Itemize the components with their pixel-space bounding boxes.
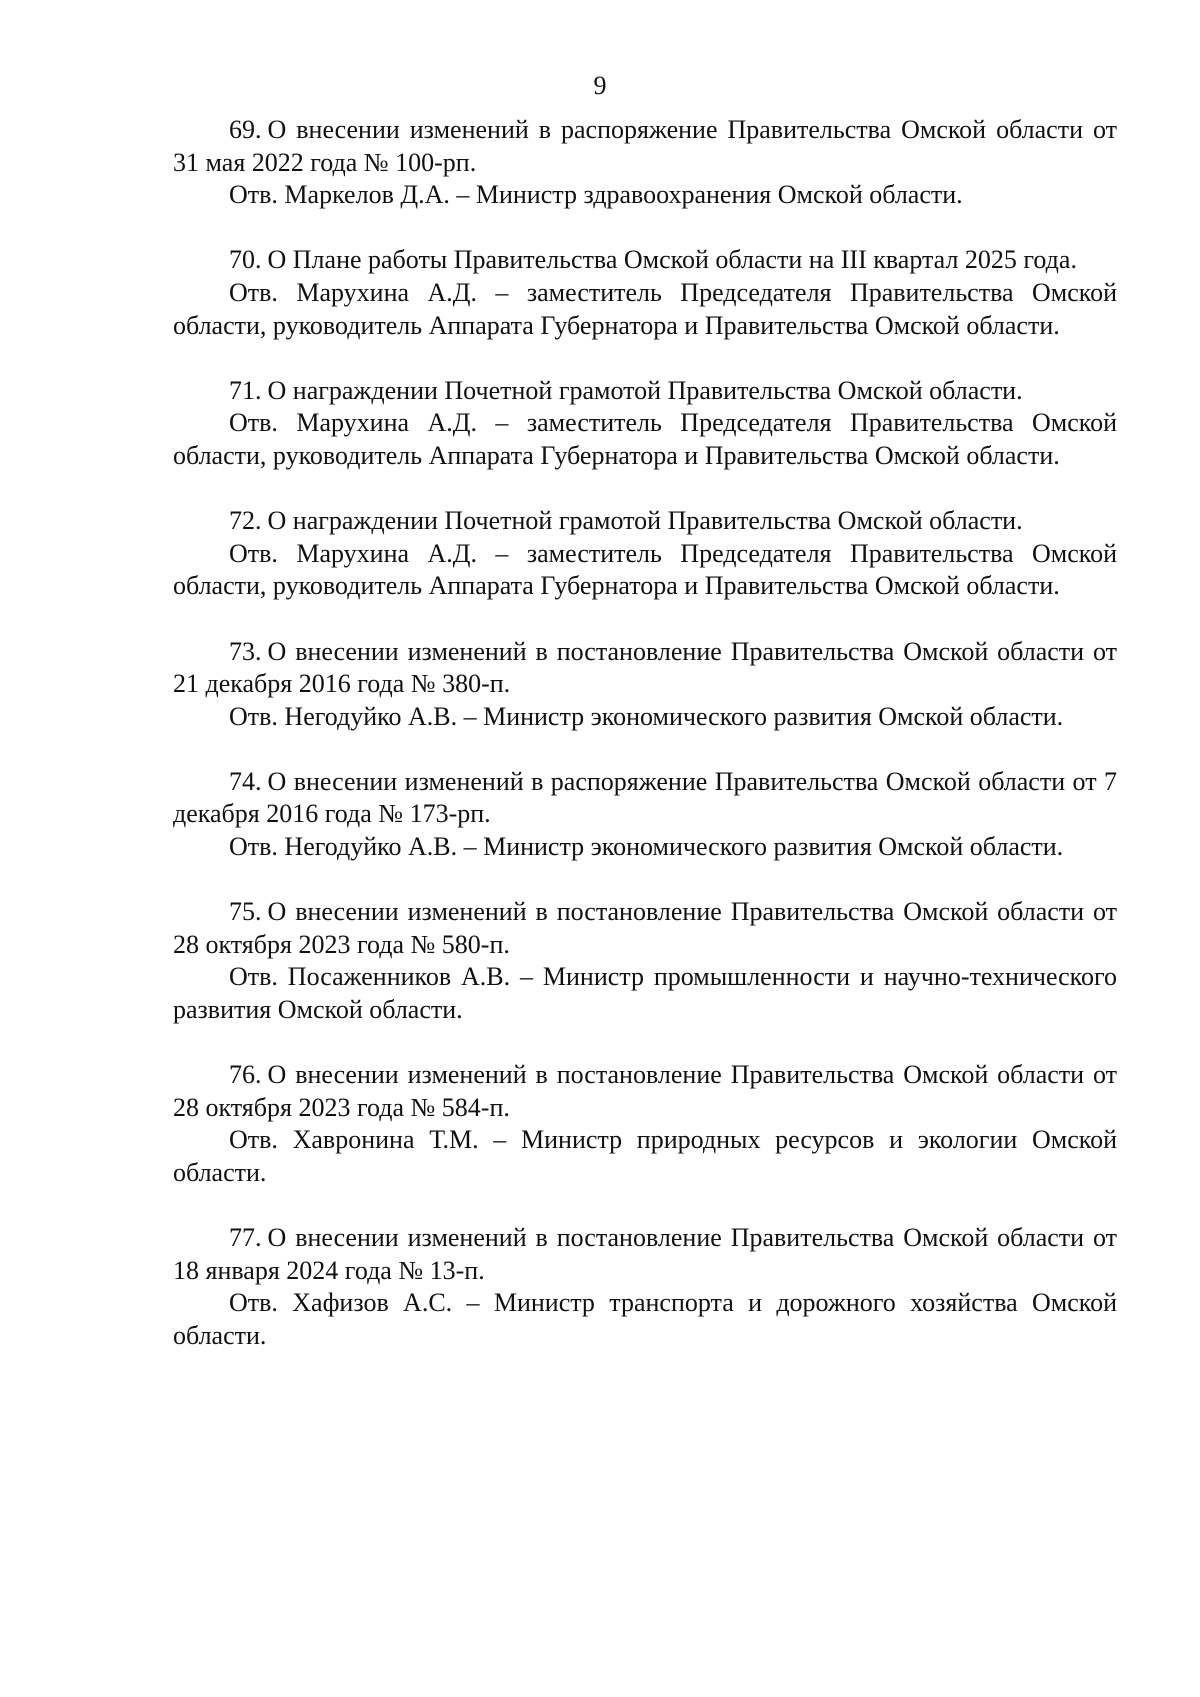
item-number: 77.: [229, 1223, 262, 1253]
responsible-person: Отв. Негодуйко А.В. – Министр экономического развития Омской области.: [229, 701, 1064, 731]
responsible-person: Отв. Хафизов А.С. – Министр транспорта и дорожного хозяйства Омской области.: [173, 1288, 1117, 1350]
responsible-person: Отв. Негодуйко А.В. – Министр экономического развития Омской области.: [229, 832, 1064, 862]
responsible-person: Отв. Марухина А.Д. – заместитель Председателя Правительства Омской области, руководитель Аппарата Губернатора и Правительства Омской области.: [173, 277, 1117, 340]
item-title-text: О награждении Почетной грамотой Правительства Омской области.: [267, 375, 1023, 405]
item-number: 76.: [229, 1060, 262, 1090]
agenda-item-title: [173, 375, 1117, 408]
item-title-text: О Плане работы Правительства Омской области на III квартал 2025 года.: [267, 245, 1077, 275]
responsible-person: Отв. Посаженников А.В. – Министр промышленности и научно-технического развития Омской области.: [173, 962, 1117, 1025]
agenda-list: [173, 114, 1117, 1385]
responsible-person: Отв. Хавронина Т.М. – Министр природных ресурсов и экологии Омской области.: [173, 1125, 1117, 1187]
item-number: 72.: [229, 506, 262, 536]
item-title-text: О внесении изменений в постановление Правительства Омской области от 28 октября 2023 года № 580-п.: [173, 897, 1117, 959]
agenda-item-title: [173, 636, 1117, 701]
item-title-text: О внесении изменений в постановление Правительства Омской области от 28 октября 2023 года № 584-п.: [173, 1060, 1117, 1122]
item-title-text: О внесении изменений в распоряжение Правительства Омской области от 7 декабря 2016 года № 173-рп.: [173, 766, 1117, 829]
agenda-item-title: [173, 1059, 1117, 1124]
responsible-person: Отв. Марухина А.Д. – заместитель Председателя Правительства Омской области, руководитель Аппарата Губернатора и Правительства Омской области.: [173, 538, 1117, 601]
agenda-item-title: [173, 244, 1117, 277]
item-title-text: О внесении изменений в постановление Правительства Омской области от 21 декабря 2016 года № 380-п.: [173, 636, 1117, 699]
agenda-item-title: [173, 896, 1117, 961]
item-number: 73.: [229, 636, 262, 666]
agenda-item-70: [173, 244, 1117, 342]
item-title-text: О внесении изменений в распоряжение Правительства Омской области от 31 мая 2022 года № 100-рп.: [173, 115, 1117, 177]
agenda-item-77: [173, 1222, 1117, 1352]
item-title-text: О награждении Почетной грамотой Правительства Омской области.: [267, 506, 1023, 536]
item-number: 74.: [229, 766, 262, 796]
item-number: 75.: [229, 897, 262, 927]
responsible-person: Отв. Марухина А.Д. – заместитель Председателя Правительства Омской области, руководитель Аппарата Губернатора и Правительства Омской области.: [173, 408, 1117, 470]
agenda-item-title: [173, 1222, 1117, 1287]
item-title-text: О внесении изменений в постановление Правительства Омской области от 18 января 2024 года № 13-п.: [173, 1223, 1117, 1285]
agenda-item-title: [173, 114, 1117, 179]
agenda-item-76: [173, 1059, 1117, 1189]
agenda-item-74: [173, 766, 1117, 864]
responsible-person: Отв. Маркелов Д.А. – Министр здравоохранения Омской области.: [229, 180, 963, 210]
item-number: 70.: [229, 245, 262, 275]
agenda-item-title: [173, 505, 1117, 538]
agenda-item-72: [173, 505, 1117, 603]
item-number: 71.: [229, 375, 262, 405]
agenda-item-69: [173, 114, 1117, 212]
agenda-item-71: [173, 375, 1117, 473]
agenda-item-75: [173, 896, 1117, 1026]
page-number: 9: [593, 71, 607, 100]
item-number: 69.: [229, 115, 262, 144]
agenda-item-title: [173, 766, 1117, 831]
agenda-item-73: [173, 636, 1117, 734]
